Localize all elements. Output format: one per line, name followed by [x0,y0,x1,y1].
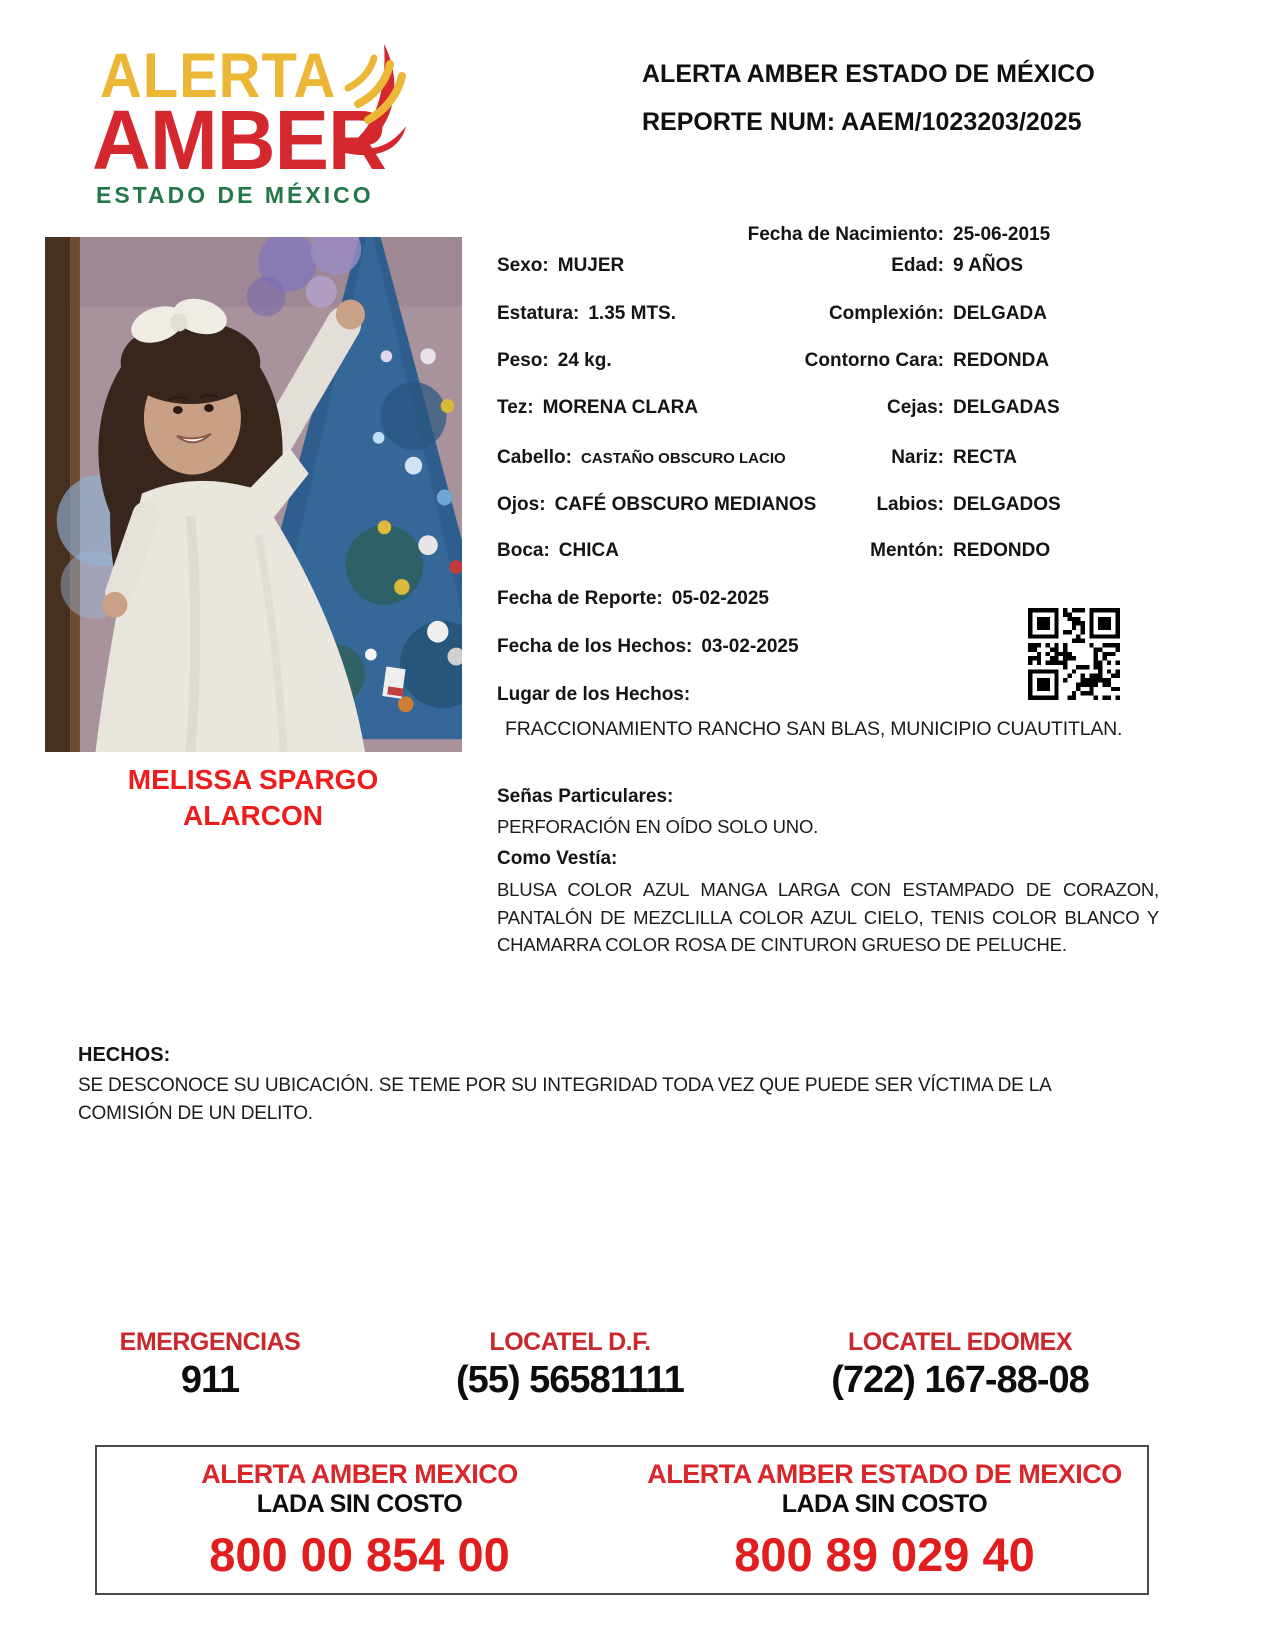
field-sexo [497,255,624,277]
field-label: Estatura: [497,303,580,324]
field-boca [497,540,619,562]
field-label: Fecha de los Hechos: [497,636,693,657]
qr-code [1028,608,1120,700]
lugar-hechos-label: Lugar de los Hechos: [497,684,691,705]
field-label: Sexo: [497,255,549,276]
como-vestia-label: Como Vestía: [497,848,618,869]
hechos-text: SE DESCONOCE SU UBICACIÓN. SE TEME POR SU INTEGRIDAD TODA VEZ QUE PUEDE SER VÍCTIMA DE LA COMISIÓN DE UN DELITO. [78,1075,1051,1124]
como-vestia-text: BLUSA COLOR AZUL MANGA LARGA CON ESTAMPADO DE CORAZON, PANTALÓN DE MEZCLILLA COLOR AZUL CIELO, TENIS COLOR BLANCO Y CHAMARRA COLOR ROSA DE CINTURON GRUESO DE PELUCHE. [497,879,1159,955]
field-value: DELGADA [953,303,1047,324]
field-label: Cabello: [497,447,572,468]
hotline-mexico [97,1447,622,1593]
field-value: 25-06-2015 [953,224,1051,245]
hotline-subtitle: LADA SIN COSTO [256,1490,463,1518]
field-cejas [700,397,1060,419]
field-peso [497,350,612,372]
victim-name-line1: MELISSA SPARGO [127,764,379,795]
lugar-hechos-text: FRACCIONAMIENTO RANCHO SAN BLAS, MUNICIPIO CUAUTITLAN. [505,718,1123,740]
field-label: Fecha de Nacimiento: [747,224,944,245]
field-value: 03-02-2025 [701,636,799,657]
report-number: REPORTE NUM: AAEM/1023203/2025 [642,108,1082,136]
poster-title: ALERTA AMBER ESTADO DE MÉXICO [642,60,1095,88]
field-value: REDONDO [953,540,1051,561]
hotline-edomex [622,1447,1147,1593]
emergency-number: (722) 167-88-08 [831,1359,1089,1401]
field-value: MORENA CLARA [542,397,699,418]
emergency-label: LOCATEL D.F. [489,1328,651,1356]
hotline-box [95,1445,1149,1595]
field-label: Peso: [497,350,549,371]
victim-photo [45,237,462,752]
field-label: Ojos: [497,494,546,515]
logo-word-amber: AMBER [92,93,386,187]
hotline-title: ALERTA AMBER ESTADO DE MEXICO [647,1459,1122,1489]
field-tez [497,397,698,419]
field-value: RECTA [953,447,1018,468]
hotline-title: ALERTA AMBER MEXICO [201,1459,518,1489]
victim-name [63,762,443,834]
emergency-label: EMERGENCIAS [119,1328,301,1356]
field-value: DELGADAS [953,397,1060,418]
field-value: 05-02-2025 [671,588,769,609]
field-value: CHICA [558,540,619,561]
emergency-column-locatel-edomex [760,1328,1160,1402]
field-label: Labios: [876,494,944,515]
victim-name-line2: ALARCON [183,800,323,831]
field-label: Complexión: [828,303,944,324]
hotline-number: 800 00 854 00 [209,1528,510,1581]
field-fecha-reporte [497,588,769,610]
hotline-subtitle: LADA SIN COSTO [781,1490,988,1518]
emergency-column-locatel-df [400,1328,740,1402]
hechos-label: HECHOS: [78,1044,171,1066]
field-label: Cejas: [886,397,944,418]
emergency-number: 911 [180,1359,240,1401]
field-value: CAFÉ OBSCURO MEDIANOS [554,494,817,515]
senas-label: Señas Particulares: [497,786,674,807]
field-value: 9 AÑOS [953,255,1024,276]
field-label: Nariz: [891,447,944,468]
field-label: Edad: [891,255,944,276]
logo-word-estado-de-mexico: ESTADO DE MÉXICO [96,182,374,208]
emergency-number: (55) 56581111 [456,1359,684,1401]
field-label: Tez: [497,397,534,418]
field-edad [700,255,1023,277]
senas-text: PERFORACIÓN EN OÍDO SOLO UNO. [497,816,819,837]
hotline-number: 800 89 029 40 [734,1528,1035,1581]
field-label: Boca: [497,540,550,561]
field-estatura [497,303,676,325]
logo-word-alerta: ALERTA [100,41,337,111]
field-value: 24 kg. [557,350,612,371]
field-fecha-hechos [497,636,799,658]
field-nariz [700,447,1017,469]
amber-swoosh-icon [330,38,410,173]
field-value: 1.35 MTS. [588,303,677,324]
field-complexion [700,303,1047,325]
field-contorno-cara [700,350,1049,372]
field-value: MUJER [557,255,625,276]
field-label: Fecha de Reporte: [497,588,663,609]
field-label: Mentón: [870,540,944,561]
field-fecha-nacimiento [700,224,1050,246]
emergency-label: LOCATEL EDOMEX [847,1328,1073,1356]
field-ojos [497,494,816,516]
field-label: Contorno Cara: [804,350,944,371]
field-value: REDONDA [953,350,1050,371]
field-value: DELGADOS [953,494,1061,515]
emergency-column-emergencias [80,1328,340,1402]
field-menton [700,540,1050,562]
field-value: CASTAÑO OBSCURO LACIO [580,450,786,467]
